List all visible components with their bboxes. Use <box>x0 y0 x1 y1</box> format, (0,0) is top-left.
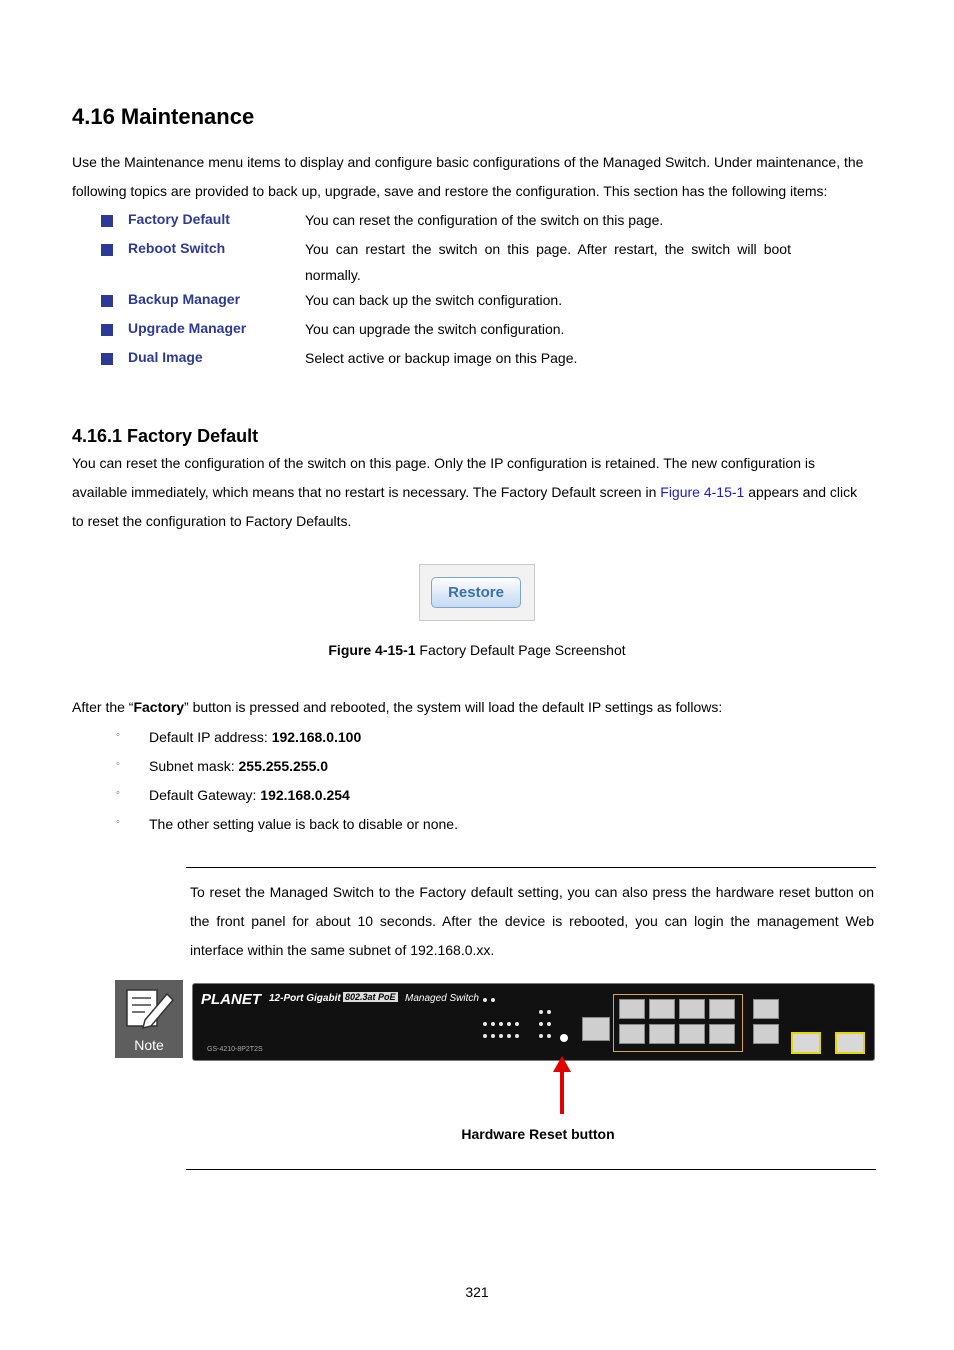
intro-line-1: Use the Maintenance menu items to display and configure basic configurations of the Managed Switch. Under maintenance, the <box>72 154 864 170</box>
default-value: 255.255.255.0 <box>238 758 329 774</box>
led-indicator <box>547 1022 551 1026</box>
rj45-port <box>679 1024 705 1044</box>
led-indicator <box>515 1022 519 1026</box>
item-desc: Select active or backup image on this Page. <box>305 350 578 366</box>
led-indicator <box>483 1022 487 1026</box>
led-indicator <box>483 998 487 1002</box>
after-pre: After the “ <box>72 699 134 715</box>
model-text: 12-Port Gigabit <box>269 993 341 1004</box>
sfp-slot <box>835 1032 865 1054</box>
led-indicator <box>539 1022 543 1026</box>
led-indicator <box>499 1034 503 1038</box>
sfp-slot <box>791 1032 821 1054</box>
intro-line-2: following topics are provided to back up, upgrade, save and restore the configuration. This section has the following items: <box>72 183 828 199</box>
led-indicator <box>539 1034 543 1038</box>
section-title: 4.16 Maintenance <box>72 104 255 129</box>
para-line-2-pre: available immediately, which means that no restart is necessary. The Factory Default screen in <box>72 484 661 500</box>
default-value: 192.168.0.100 <box>271 729 362 745</box>
subsection-paragraph <box>72 449 884 536</box>
led-indicator <box>515 1034 519 1038</box>
model-code: GS-4210-8P2T2S <box>207 1046 263 1053</box>
default-label: Default IP address: <box>149 729 272 745</box>
item-desc: You can restart the switch on this page. After restart, the switch will boot normally. <box>305 241 791 283</box>
square-bullet-icon <box>101 295 113 307</box>
circle-bullet-icon: ◦ <box>116 787 120 799</box>
square-bullet-icon <box>101 215 113 227</box>
switch-front-panel <box>192 983 875 1061</box>
figure-link[interactable]: Figure 4-15-1 <box>660 484 745 500</box>
rj45-port <box>753 1024 779 1044</box>
item-name[interactable]: Reboot Switch <box>128 240 226 256</box>
led-indicator <box>507 1022 511 1026</box>
rj45-port <box>649 999 675 1019</box>
led-indicator <box>507 1034 511 1038</box>
item-desc: You can upgrade the switch configuration. <box>305 321 565 337</box>
led-indicator <box>483 1034 487 1038</box>
para-line-1: You can reset the configuration of the switch on this page. Only the IP configuration is retained. The new configuration is <box>72 455 815 471</box>
figure-label: Figure 4-15-1 <box>328 642 416 658</box>
default-label: Default Gateway: <box>149 787 261 803</box>
rj45-port <box>649 1024 675 1044</box>
led-indicator <box>491 1022 495 1026</box>
restore-button[interactable]: Restore <box>431 577 521 608</box>
rj45-port <box>709 1024 735 1044</box>
rj45-port <box>619 1024 645 1044</box>
figure-caption <box>0 642 954 658</box>
rj45-port <box>619 999 645 1019</box>
after-bold: Factory <box>133 699 185 715</box>
square-bullet-icon <box>101 324 113 336</box>
subsection-title: 4.16.1 Factory Default <box>72 426 259 446</box>
rj45-port <box>709 999 735 1019</box>
item-name[interactable]: Upgrade Manager <box>128 320 247 336</box>
restore-screenshot <box>419 564 535 621</box>
intro-paragraph <box>72 148 884 206</box>
rj45-port <box>679 999 705 1019</box>
page-number: 321 <box>465 1284 489 1300</box>
led-indicator <box>499 1022 503 1026</box>
led-indicator <box>547 1034 551 1038</box>
square-bullet-icon <box>101 353 113 365</box>
hardware-reset-label: Hardware Reset button <box>461 1126 615 1142</box>
circle-bullet-icon: ◦ <box>116 758 120 770</box>
circle-bullet-icon: ◦ <box>116 729 120 741</box>
led-indicator <box>539 1010 543 1014</box>
para-line-2-post: appears and click <box>744 484 858 500</box>
brand-logo: PLANET <box>201 991 261 1008</box>
default-label: The other setting value is back to disable or none. <box>149 816 458 832</box>
default-value: 192.168.0.254 <box>260 787 350 803</box>
managed-text: Managed Switch <box>405 993 479 1004</box>
note-top-rule <box>186 867 876 868</box>
note-bottom-rule <box>186 1169 876 1170</box>
note-label: Note <box>134 1037 164 1053</box>
arrow-shaft <box>560 1070 564 1114</box>
square-bullet-icon <box>101 244 113 256</box>
reset-button[interactable] <box>560 1034 568 1042</box>
after-paragraph <box>72 693 884 722</box>
default-label: Subnet mask: <box>149 758 239 774</box>
note-text: To reset the Managed Switch to the Factory default setting, you can also press the hardware reset button on the front panel for about 10 seconds. After the device is rebooted, you can login the management Web interface within the same subnet of 192.168.0.xx. <box>190 884 874 958</box>
led-indicator <box>491 998 495 1002</box>
after-post: ” button is pressed and rebooted, the system will load the default IP settings as follows: <box>184 699 723 715</box>
rj45-port <box>753 999 779 1019</box>
figure-text: Factory Default Page Screenshot <box>415 642 626 658</box>
item-name[interactable]: Backup Manager <box>128 291 241 307</box>
led-indicator <box>491 1034 495 1038</box>
item-desc: You can back up the switch configuration. <box>305 292 563 308</box>
para-line-3: to reset the configuration to Factory Defaults. <box>72 513 352 529</box>
note-icon <box>115 980 183 1058</box>
console-port <box>582 1017 610 1041</box>
poe-badge: 802.3at PoE <box>345 992 396 1002</box>
item-name[interactable]: Factory Default <box>128 211 230 227</box>
circle-bullet-icon: ◦ <box>116 816 120 828</box>
led-indicator <box>547 1010 551 1014</box>
item-name[interactable]: Dual Image <box>128 349 203 365</box>
item-desc: You can reset the configuration of the switch on this page. <box>305 212 664 228</box>
